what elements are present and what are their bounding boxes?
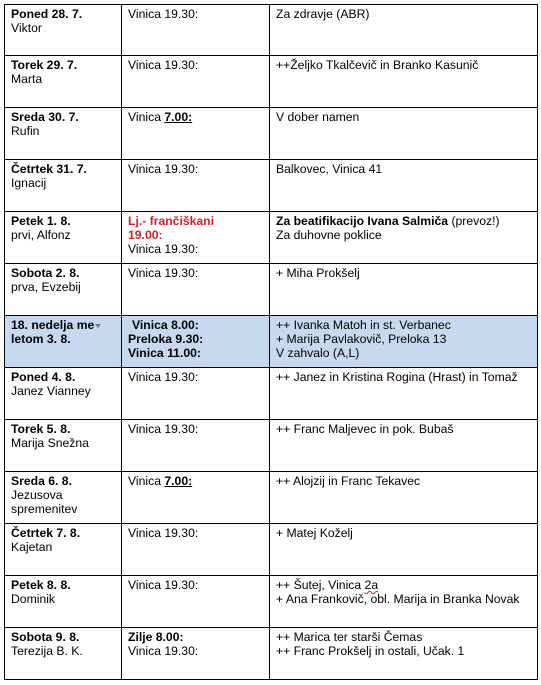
saint-label: Terezija B. K. <box>11 644 83 658</box>
saint-label: prva, Evzebij <box>11 280 81 294</box>
place-highlight-time: 19.00: <box>128 228 163 242</box>
mass-schedule-table <box>4 4 538 680</box>
table-row <box>5 212 538 264</box>
place-time: Vinica 19.30: <box>128 242 199 256</box>
day-cell <box>5 264 122 316</box>
table-row <box>5 264 538 316</box>
saint-label: Jezusova spremenitev <box>11 488 78 516</box>
place-cell <box>122 264 270 316</box>
day-cell <box>5 524 122 576</box>
intention-cell <box>270 212 538 264</box>
table-row-sunday <box>5 316 538 368</box>
day-label: Poned 28. 7. <box>11 7 83 21</box>
intention-text: + Ana Frankovič, obl. Marija in Branka Novak <box>276 592 520 606</box>
place-cell <box>122 316 270 368</box>
place-cell <box>122 420 270 472</box>
table-row <box>5 160 538 212</box>
day-cell <box>5 628 122 680</box>
dropdown-marker-icon[interactable] <box>95 324 101 328</box>
place-time: Vinica 19.30: <box>128 7 199 21</box>
saint-label: Kajetan <box>11 540 53 554</box>
table-row <box>5 472 538 524</box>
intention-text: ++ Šutej, Vinica <box>276 578 365 592</box>
day-cell <box>5 160 122 212</box>
intention-text: Za zdravje (ABR) <box>276 7 370 21</box>
place-time: Vinica 19.30: <box>128 370 199 384</box>
place-cell <box>122 212 270 264</box>
intention-text: Za duhovne poklice <box>276 228 382 242</box>
day-label: Sreda 30. 7. <box>11 110 79 124</box>
place-time: Vinica 19.30: <box>128 578 199 592</box>
saint-label: Marta <box>11 72 43 86</box>
intention-cell <box>270 160 538 212</box>
intention-cell <box>270 56 538 108</box>
place-highlight: Lj.- frančiškani <box>128 214 215 228</box>
saint-label: Marija Snežna <box>11 436 89 450</box>
place-time: Vinica 19.30: <box>128 422 199 436</box>
table-row <box>5 368 538 420</box>
intention-cell <box>270 524 538 576</box>
intention-cell <box>270 108 538 160</box>
intention-text: ++Željko Tkalčevič in Branko Kasunič <box>276 58 479 72</box>
intention-text: Balkovec, Vinica 41 <box>276 162 383 176</box>
intention-note: (prevoz!) <box>448 214 500 228</box>
place-time: Zilje 8.00: <box>128 630 184 644</box>
saint-label: Rufin <box>11 124 40 138</box>
day-cell <box>5 212 122 264</box>
day-cell <box>5 576 122 628</box>
table-row <box>5 628 538 680</box>
place-cell <box>122 576 270 628</box>
intention-text: ++ Franc Maljevec in pok. Bubaš <box>276 422 454 436</box>
place-time: Vinica 19.30: <box>128 644 199 658</box>
saint-label: Viktor <box>11 21 42 35</box>
intention-text: + Miha Prokšelj <box>276 266 360 280</box>
table-row <box>5 524 538 576</box>
place-cell <box>122 160 270 212</box>
day-cell <box>5 5 122 56</box>
day-label: Sobota 9. 8. <box>11 630 80 644</box>
place-time: Vinica 19.30: <box>128 526 199 540</box>
place-cell <box>122 524 270 576</box>
day-label: Torek 5. 8. <box>11 422 71 436</box>
place-time: Preloka 9.30: <box>128 332 204 346</box>
place-time: Vinica 19.30: <box>128 162 199 176</box>
intention-cell <box>270 316 538 368</box>
day-cell <box>5 108 122 160</box>
intention-cell <box>270 420 538 472</box>
intention-text: + Matej Koželj <box>276 526 353 540</box>
day-label: Petek 8. 8. <box>11 578 71 592</box>
intention-text: V dober namen <box>276 110 360 124</box>
place-time: Vinica 19.30: <box>128 266 199 280</box>
place-time: Vinica 11.00: <box>128 346 201 360</box>
day-label: Sobota 2. 8. <box>11 266 80 280</box>
place-cell <box>122 472 270 524</box>
day-label: Torek 29. 7. <box>11 58 78 72</box>
place-cell <box>122 628 270 680</box>
table-row <box>5 108 538 160</box>
intention-cell <box>270 264 538 316</box>
intention-text: ++ Ivanka Matoh in st. Verbanec <box>276 318 451 332</box>
intention-text: ++ Franc Prokšelj in ostali, Učak. 1 <box>276 644 465 658</box>
intention-text: ++ Janez in Kristina Rogina (Hrast) in Tomaž <box>276 370 518 384</box>
place-time: Vinica 8.00: <box>132 318 199 332</box>
day-cell <box>5 316 122 368</box>
table-row <box>5 576 538 628</box>
day-label: 18. nedelja me <box>11 318 95 332</box>
saint-label: Janez Vianney <box>11 384 91 398</box>
day-cell <box>5 368 122 420</box>
table-row <box>5 420 538 472</box>
day-label: Petek 1. 8. <box>11 214 71 228</box>
place-cell <box>122 368 270 420</box>
intention-text: + Marija Pavlakovič, Preloka 13 <box>276 332 447 346</box>
intention-text: V zahvalo (A,L) <box>276 346 360 360</box>
intention-bold: Za beatifikacijo Ivana Salmiča <box>276 214 449 228</box>
intention-text: ++ Marica ter starši Čemas <box>276 630 423 644</box>
intention-cell <box>270 628 538 680</box>
intention-text: ++ Alojzij in Franc Tekavec <box>276 474 421 488</box>
table-row <box>5 56 538 108</box>
place-time: Vinica 19.30: <box>128 58 199 72</box>
place-name: Vinica <box>128 110 165 124</box>
place-time-early: 7.00: <box>164 474 193 488</box>
saint-label: Ignacij <box>11 176 47 190</box>
place-cell <box>122 5 270 56</box>
saint-label: prvi, Alfonz <box>11 228 71 242</box>
intention-cell <box>270 472 538 524</box>
intention-cell <box>270 368 538 420</box>
saint-label: Dominik <box>11 592 56 606</box>
day-label: Četrtek 31. 7. <box>11 162 87 176</box>
table-row <box>5 5 538 56</box>
intention-cell <box>270 5 538 56</box>
spellcheck-flagged-text: 2a <box>364 578 379 592</box>
place-name: Vinica <box>128 474 165 488</box>
day-label-cont: letom 3. 8. <box>11 332 71 346</box>
day-cell <box>5 472 122 524</box>
day-label: Sreda 6. 8. <box>11 474 72 488</box>
day-cell <box>5 56 122 108</box>
place-time-early: 7.00: <box>164 110 193 124</box>
day-cell <box>5 420 122 472</box>
place-cell <box>122 56 270 108</box>
day-label: Poned 4. 8. <box>11 370 76 384</box>
day-label: Četrtek 7. 8. <box>11 526 81 540</box>
place-cell <box>122 108 270 160</box>
intention-cell <box>270 576 538 628</box>
